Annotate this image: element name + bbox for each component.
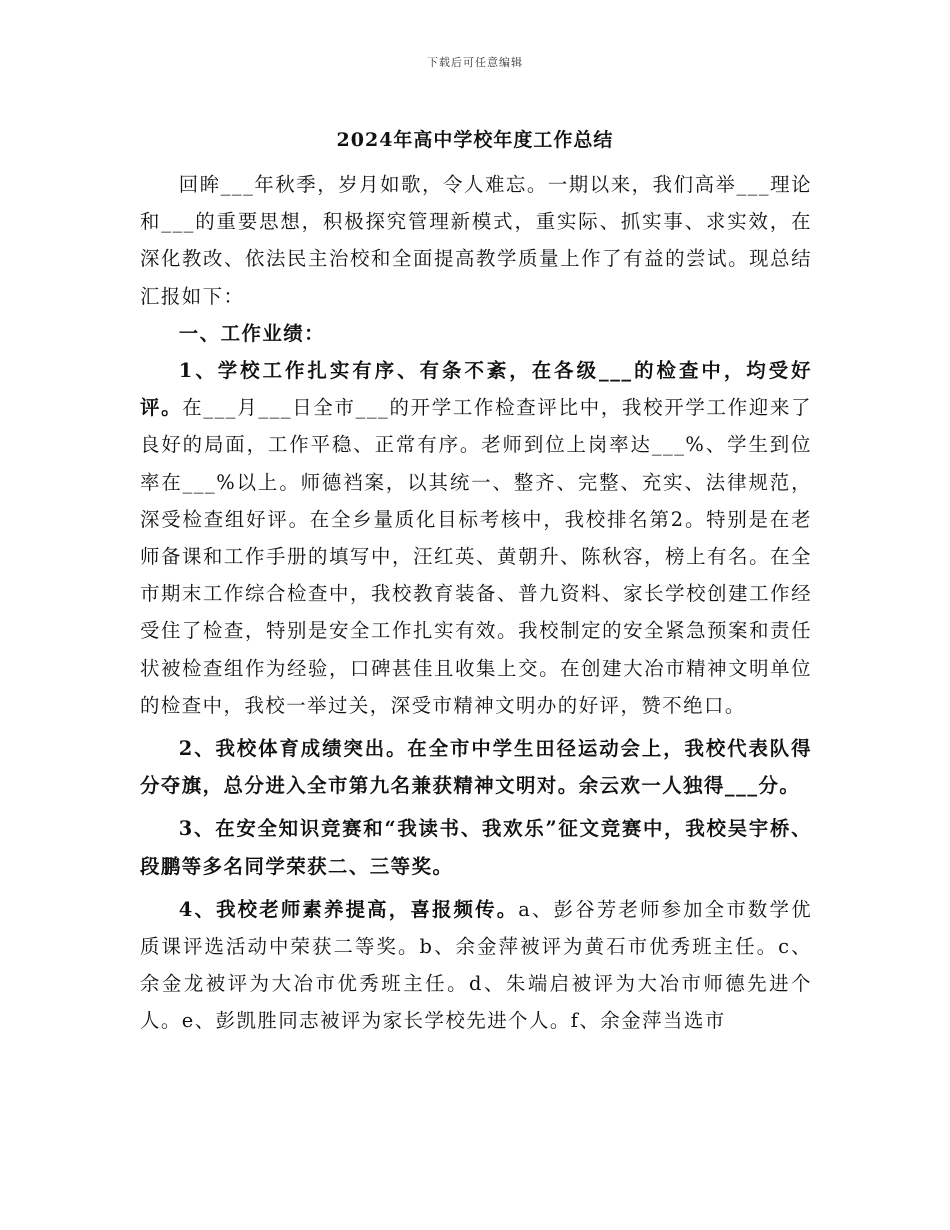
document-title: 2024年高中学校年度工作总结 [336, 129, 614, 151]
paragraph-text: a、彭谷芳老师参加全市数学优质课评选活动中荣获二等奖。b、余金萍被评为黄石市优秀班主任。c、余金龙被评为大冶市优秀班主任。d、朱端启被评为大冶市师德先进个人。e、彭凯胜同志被评为家长学校先进个人。f、余金萍当选市 [140, 897, 812, 1033]
section-heading [140, 315, 812, 352]
paragraph-item-4 [140, 891, 812, 1040]
paragraph-item-2 [140, 730, 812, 804]
header-note: 下载后可任意编辑 [427, 56, 523, 69]
paragraph-item-1 [140, 352, 812, 724]
paragraph-intro [140, 166, 812, 315]
paragraph-item-3 [140, 810, 812, 884]
document-body [140, 166, 812, 1040]
paragraph-lead: 3、在安全知识竞赛和“我读书、我欢乐”征文竞赛中，我校吴宇桥、段鹏等多名同学荣获二、三等奖。 [140, 817, 812, 878]
paragraph-lead: 1、学校工作扎实有序、有条不紊，在各级___的检查中，均受好评。 [140, 359, 812, 420]
paragraph-text: 回眸___年秋季，岁月如歌，令人难忘。一期以来，我们高举___理论和___的重要思想，积极探究管理新模式，重实际、抓实事、求实效，在深化教改、依法民主治校和全面提高教学质量上作了有益的尝试。现总结汇报如下： [140, 173, 812, 308]
paragraph-lead: 4、我校老师素养提高，喜报频传。 [178, 897, 519, 921]
paragraph-text: 在___月___日全市___的开学工作检查评比中，我校开学工作迎来了良好的局面，工作平稳、正常有序。老师到位上岗率达___%、学生到位率在___%以上。师德裆案，以其统一、整齐、完整、充实、法律规范，深受检查组好评。在全乡量质化目标考核中，我校排名第2。特别是在老师备课和工作手册的填写中，汪红英、黄朝升、陈秋容，榜上有名。在全市期末工作综合检查中，我校教育装备、普九资料、家长学校创建工作经受住了检查，特别是安全工作扎实有效。我校制定的安全紧急预案和责任状被检查组作为经验，口碑甚佳且收集上交。在创建大冶市精神文明单位的检查中，我校一举过关，深受市精神文明办的好评，赞不绝口。 [140, 396, 812, 717]
paragraph-lead: 2、我校体育成绩突出。在全市中学生田径运动会上，我校代表队得分夺旗，总分进入全市第九名兼获精神文明对。余云欢一人独得___分。 [140, 737, 812, 798]
section-heading-text: 一、工作业绩： [178, 321, 326, 345]
